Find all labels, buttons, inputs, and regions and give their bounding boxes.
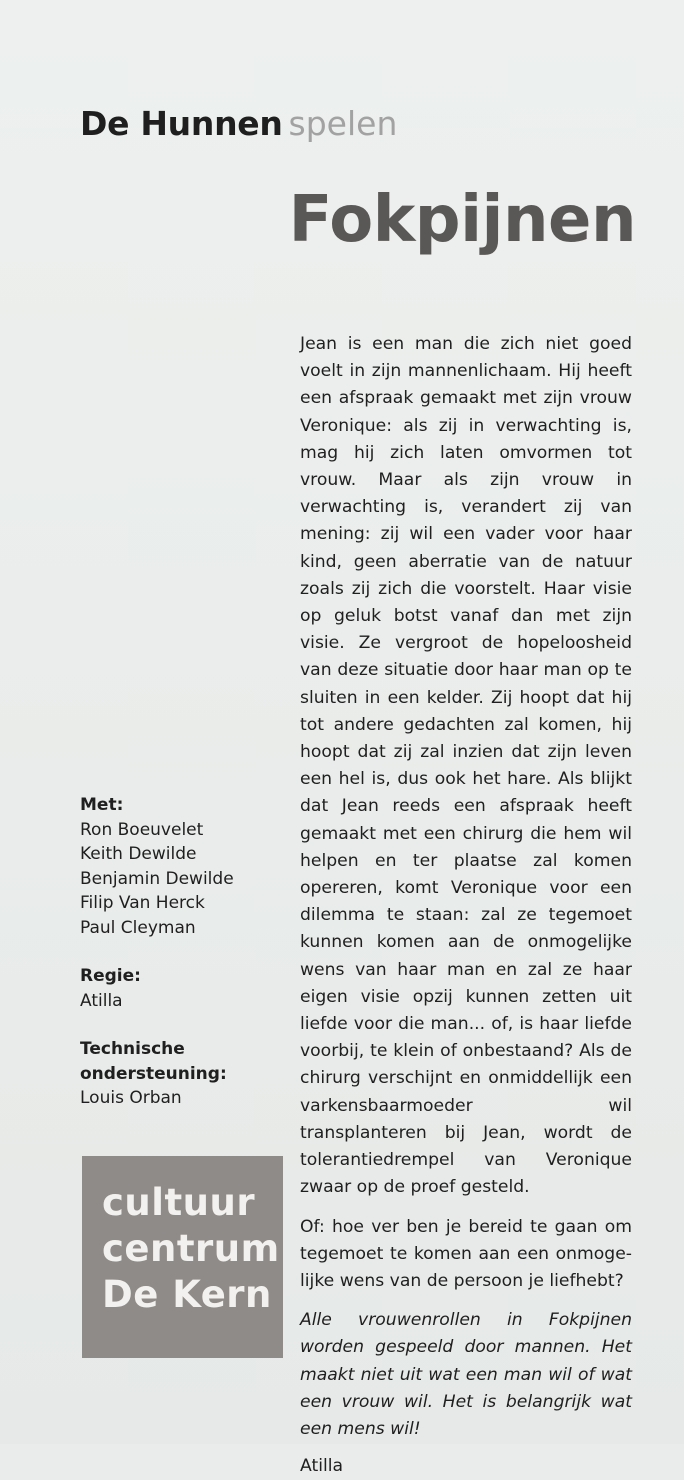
logo-line-3: De Kern bbox=[102, 1273, 272, 1316]
direction-label: Regie: bbox=[80, 966, 141, 986]
synopsis bbox=[300, 331, 632, 1480]
heading-verb: spelen bbox=[288, 104, 398, 143]
logo-line-2: centrum bbox=[102, 1227, 280, 1270]
synopsis-paragraph-2: Of: hoe ver ben je bereid te gaan om tegemoet te komen aan een onmogelijke wens van de persoon je liefhebt? bbox=[300, 1216, 632, 1291]
troupe-name: De Hunnen bbox=[80, 104, 283, 143]
synopsis-paragraph-1: Jean is een man die zich niet goed voelt in zijn mannenlichaam. Hij heeft een afspraak gemaakt met zijn vrouw Veronique: als zij in verwachting is, mag hij zich laten omvormen tot vrouw. Maar als zijn vrouw in verwachting is, verandert zij van mening: zij wil een vader voor haar kind, geen aberratie van de natuur zoals zij zich die voorstelt. Haar visie op geluk botst vanaf dan met zijn visie. Ze vergroot de hopeloosheid van deze situatie door haar man op te sluiten in een kelder. Zij hoopt dat hij tot andere gedachten zal komen, hij hoopt dat zij zal inzien dat zijn leven een hel is, dus ook het hare. Als blijkt dat Jean reeds een afspraak heeft gemaakt met een chirurg die hem wil helpen en ter plaatse zal komen opereren, komt Veronique voor een dilemma te staan: zal ze tegemoet kunnen komen aan de onmogelijke wens van haar man en zal ze haar eigen visie opzij kunnen zetten uit liefde voor die man... of, is haar liefde voorbij, te klein of onbestaand? Als de chirurg verschijnt en onmiddellijk een varkensbaarmoeder wil transplanteren bij Jean, wordt de tolerantiedrempel van Veronique zwaar op de proef gesteld. bbox=[300, 334, 632, 1198]
synopsis-note: Alle vrouwenrollen in Fokpijnen worden gespeeld door mannen. Het maakt niet uit wat een man wil of wat een vrouw wil. Het is belangrijk wat een mens wil! bbox=[300, 1310, 632, 1439]
cast-group bbox=[80, 793, 280, 940]
tech-label-line-1: Technische bbox=[80, 1039, 185, 1059]
director-name: Atilla bbox=[80, 990, 123, 1011]
cast-member: Filip Van Herck bbox=[80, 893, 205, 913]
cast-list bbox=[80, 818, 280, 941]
direction-group bbox=[80, 964, 280, 1013]
cast-label: Met: bbox=[80, 795, 124, 815]
logo-text bbox=[102, 1180, 280, 1318]
tech-label-line-2: ondersteuning: bbox=[80, 1063, 227, 1084]
heading-line bbox=[80, 102, 397, 146]
cast-member: Ron Boeuvelet bbox=[80, 819, 204, 840]
cast-member: Benjamin Dewilde bbox=[80, 868, 234, 889]
tech-name: Louis Orban bbox=[80, 1088, 182, 1108]
credits bbox=[80, 793, 280, 1135]
signature: Atilla bbox=[300, 1456, 344, 1477]
play-title: Fokpijnen bbox=[288, 183, 636, 257]
cast-member: Keith Dewilde bbox=[80, 844, 197, 864]
cultuurcentrum-logo bbox=[82, 1156, 283, 1358]
logo-line-1: cultuur bbox=[102, 1181, 256, 1224]
tech-group bbox=[80, 1037, 280, 1111]
cast-member: Paul Cleyman bbox=[80, 917, 196, 938]
